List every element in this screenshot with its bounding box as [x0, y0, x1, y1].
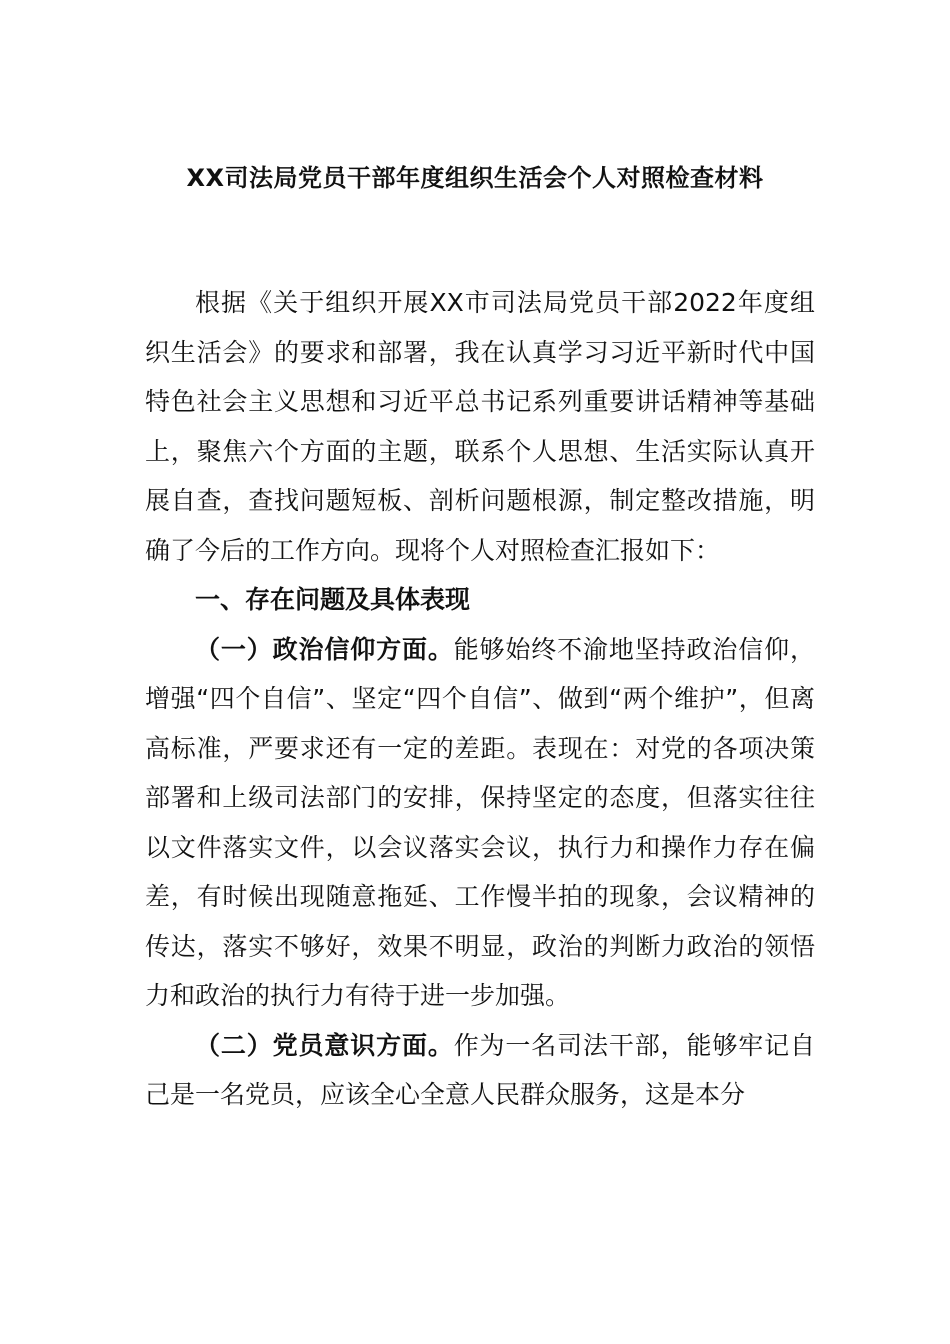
section-heading: 一、存在问题及具体表现 [195, 585, 471, 614]
item-paragraph-1 [145, 625, 815, 1021]
item-lead-2: （二）党员意识方面。 [195, 1030, 454, 1060]
item-lead-1: （一）政治信仰方面。 [195, 634, 454, 664]
document-body [145, 278, 815, 1120]
item-text-1: 能够始终不渝地坚持政治信仰，增强“四个自信”、坚定“四个自信”、做到“两个维护”，但离高标准，严要求还有一定的差距。表现在：对党的各项决策部署和上级司法部门的安排，保持坚定的态度，但落实往往以文件落实文件，以会议落实会议，执行力和操作力存在偏差，有时候出现随意拖延、工作慢半拍的现象，会议精神的传达，落实不够好，效果不明显，政治的判断力政治的领悟力和政治的执行力有待于进一步加强。 [145, 634, 815, 1010]
item-text-2: 作为一名司法干部，能够牢记自己是一名党员，应该全心全意人民群众服务，这是本分 [145, 1030, 815, 1109]
item-paragraph-2 [145, 1021, 815, 1120]
intro-paragraph: 根据《关于组织开展XX市司法局党员干部2022年度组织生活会》的要求和部署，我在认真学习习近平新时代中国特色社会主义思想和习近平总书记系列重要讲话精神等基础上，聚焦六个方面的主题，联系个人思想、生活实际认真开展自查，查找问题短板、剖析问题根源，制定整改措施，明确了今后的工作方向。现将个人对照检查汇报如下： [145, 288, 815, 565]
document-title: XX司法局党员干部年度组织生活会个人对照检查材料 [186, 164, 764, 192]
